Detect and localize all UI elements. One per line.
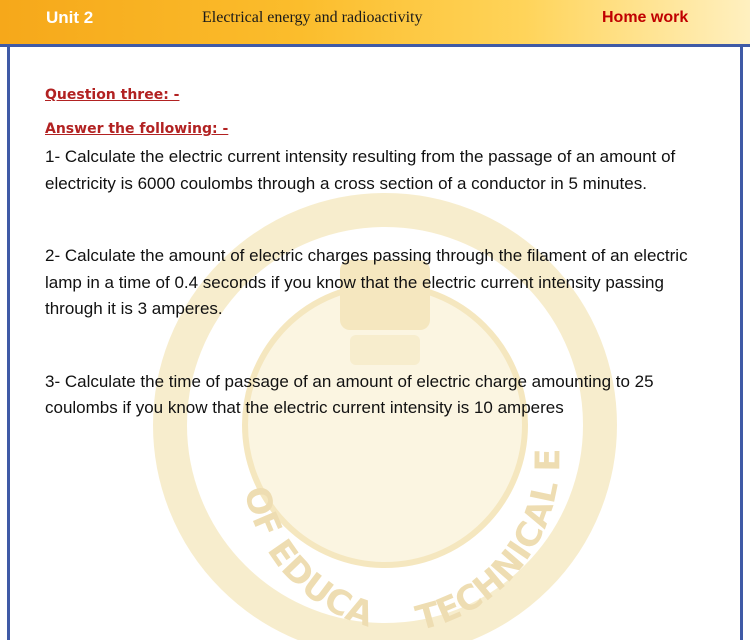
- right-border-line: [740, 47, 743, 640]
- left-border-line: [7, 47, 10, 640]
- unit-label: Unit 2: [46, 8, 94, 27]
- homework-label: Home work: [602, 9, 689, 26]
- question-item-1: 1- Calculate the electric current intensity resulting from the passage of an amount of electricity is 6000 coulombs through a cross section of a conductor in 5 minutes.: [45, 147, 676, 193]
- watermark-text-left: OF EDUCA: [235, 482, 379, 636]
- header-banner: [0, 0, 750, 47]
- answer-heading: Answer the following: -: [45, 121, 229, 137]
- watermark-text-right: TECHNICAL E: [411, 448, 569, 640]
- worksheet-content: [45, 84, 705, 422]
- question-heading: Question three: -: [45, 87, 180, 103]
- lesson-title: Electrical energy and radioactivity: [202, 9, 423, 26]
- question-item-2: 2- Calculate the amount of electric charges passing through the filament of an electric lamp in a time of 0.4 seconds if you know that the electric current intensity passing through it is 3 amperes.: [45, 246, 688, 318]
- question-item-3: 3- Calculate the time of passage of an amount of electric charge amounting to 25 coulombs if you know that the electric current intensity is 10 amperes: [45, 371, 654, 417]
